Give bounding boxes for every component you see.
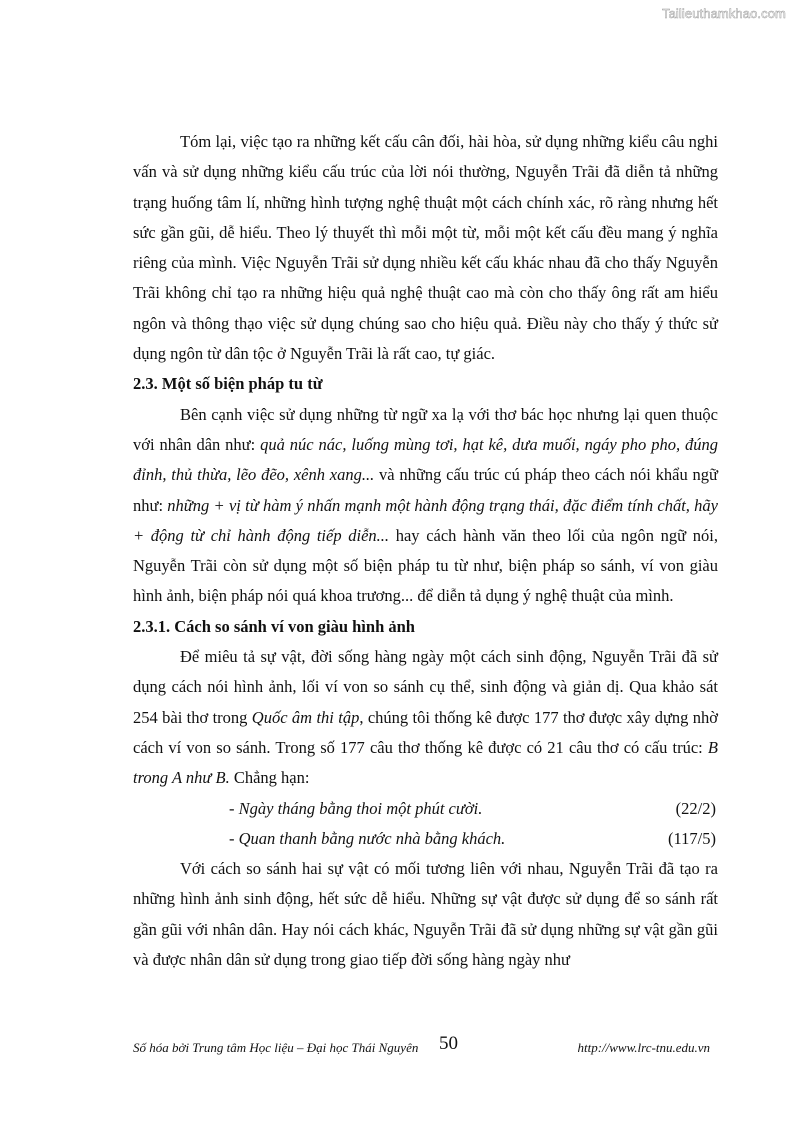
text-run: , chúng tôi thống kê được 177 thơ được xây dựng nhờ cách ví von so sánh. Trong số 177 câu thơ thống kê được có 21 câu thơ có cấu trúc: bbox=[133, 707, 718, 757]
italic-structures: những + vị từ hàm ý nhấn mạnh một hành động trạng thái, đặc điểm tính chất, hãy + động từ chỉ hành động tiếp diễn... bbox=[133, 495, 718, 545]
paragraph-comparison bbox=[133, 642, 718, 793]
text-run: và những cấu trúc cú pháp theo cách nói khẩu ngữ như: bbox=[133, 465, 718, 515]
watermark: Tailieuthamkhao.com bbox=[661, 6, 786, 21]
text-run: Để miêu tả sự vật, đời sống hàng ngày một cách sinh động, Nguyễn Trãi đã sử dụng cách nói hình ảnh, lối ví von so sánh cụ thể, sinh động và giản dị. Qua khảo sát 254 bài thơ trong bbox=[133, 647, 718, 727]
page-number: 50 bbox=[439, 1033, 458, 1054]
book-title: Quốc âm thi tập bbox=[251, 707, 360, 727]
example-line bbox=[133, 824, 718, 854]
heading-2-3: 2.3. Một số biện pháp tu từ bbox=[133, 374, 323, 394]
example-reference: (22/2) bbox=[675, 798, 716, 818]
heading-2-3-1: 2.3.1. Cách so sánh ví von giàu hình ảnh bbox=[133, 616, 415, 636]
paragraph-summary: Tóm lại, việc tạo ra những kết cấu cân đối, hài hòa, sử dụng những kiểu câu nghi vấn và sử dụng những kiểu cấu trúc của lời nói thường, Nguyễn Trãi đã diễn tả những trạng huống tâm lí, những hình tượng nghệ thuật một cách chính xác, rõ ràng nhưng hết sức gần gũi, dễ hiểu. Theo lý thuyết thì mỗi một từ, mỗi một kết cấu đều mang ý nghĩa riêng của mình. Việc Nguyễn Trãi sử dụng nhiều kết cấu khác nhau đã cho thấy Nguyễn Trãi không chỉ tạo ra những hiệu quả nghệ thuật cao mà còn cho thấy ông rất am hiểu ngôn và thông thạo việc sử dụng chúng sao cho hiệu quả. Điều này cho thấy ý thức sử dụng ngôn từ dân tộc ở Nguyễn Trãi là rất cao, tự giác. bbox=[133, 132, 718, 364]
text-run: hay cách hành văn theo lối của ngôn ngữ nói, Nguyễn Trãi còn sử dụng một số biện pháp tu từ như, biện pháp so sánh, ví von giàu hình ảnh, biện pháp nói quá khoa trương... để diễn tả dụng ý nghệ thuật của mình. bbox=[133, 525, 718, 606]
footer-url: http://www.lrc-tnu.edu.vn bbox=[577, 1040, 710, 1055]
footer-source: Số hóa bởi Trung tâm Học liệu – Đại học Thái Nguyên bbox=[133, 1040, 419, 1055]
italic-examples: quả núc nác, luống mùng tơi, hạt kê, dưa muối, ngáy pho pho, đúng đỉnh, thủ thừa, lẽo đẽo, xênh xang... bbox=[133, 434, 718, 485]
example-verse: - Ngày tháng bằng thoi một phút cười. bbox=[229, 798, 483, 818]
paragraph-effect: Với cách so sánh hai sự vật có mối tương liên với nhau, Nguyễn Trãi đã tạo ra những hình ảnh sinh động, hết sức dễ hiểu. Những sự vật được sử dụng để so sánh rất gần gũi với nhân dân. Hay nói cách khác, Nguyễn Trãi đã sử dụng những sự vật gần gũi và được nhân dân sử dụng trong giao tiếp đời sống hàng ngày như bbox=[133, 859, 718, 970]
example-verse: - Quan thanh bằng nước nhà bằng khách. bbox=[229, 828, 506, 848]
page-footer bbox=[133, 1033, 718, 1061]
document-body bbox=[133, 127, 718, 975]
italic-structure: B trong A như B. bbox=[133, 737, 718, 788]
text-run: Chẳng hạn: bbox=[229, 768, 310, 788]
paragraph-rhetorical-devices bbox=[133, 400, 718, 612]
example-reference: (117/5) bbox=[668, 828, 716, 848]
example-line bbox=[133, 794, 718, 824]
text-run: Bên cạnh việc sử dụng những từ ngữ xa lạ với thơ bác học nhưng lại quen thuộc với nhân dân như: bbox=[133, 404, 718, 454]
